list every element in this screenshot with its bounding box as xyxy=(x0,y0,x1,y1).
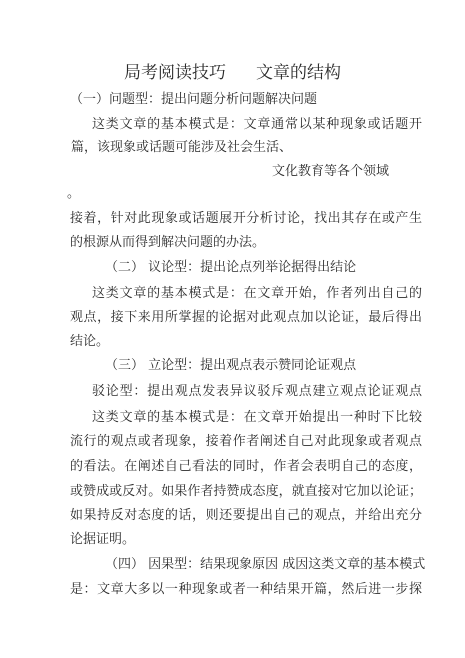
document-title xyxy=(0,62,465,84)
paragraph-line: 篇，该现象或话题可能涉及社会生活、 xyxy=(71,140,293,155)
section-1-heading: （一）问题型：提出问题分析问题解决问题 xyxy=(70,92,318,107)
paragraph-line: 是：文章大多以一种现象或者一种结果开篇，然后进一步探 xyxy=(70,582,422,597)
paragraph-line: 观点，接下来用所掌握的论据对此观点加以论证，最后得出 xyxy=(70,310,422,325)
paragraph-line: 文化教育等各个领域 xyxy=(272,164,390,179)
section-2-heading: （二） 议论型：提出论点列举论据得出结论 xyxy=(105,260,357,275)
paragraph-line: 接着，针对此现象或话题展开分析讨论，找出其存在或产生 xyxy=(70,211,422,226)
paragraph-line: 驳论型：提出观点发表异议驳斥观点建立观点论证观点 xyxy=(92,384,422,399)
section-4-heading: （四） 因果型：结果现象原因 成因这类文章的基本模式 xyxy=(105,557,426,572)
paragraph-line: 这类文章的基本模式是：在文章开始，作者列出自己的 xyxy=(92,286,422,301)
paragraph-line: 论据证明。 xyxy=(70,532,136,547)
paragraph-line: 这类文章的基本模式是：文章通常以某种现象或话题开 xyxy=(92,117,422,132)
paragraph-line: 的根源从而得到解决问题的办法。 xyxy=(70,235,266,250)
paragraph-line: 或赞成或反对。如果作者持赞成态度，就直接对它加以论证； xyxy=(70,484,422,499)
title-part-2: 文章的结构 xyxy=(256,63,341,83)
paragraph-line: 如果持反对态度的话，则还要提出自己的观点，并给出充分 xyxy=(70,508,422,523)
title-part-1: 局考阅读技巧 xyxy=(124,63,226,83)
paragraph-line: 的看法。在阐述自己看法的同时，作者会表明自己的态度， xyxy=(70,459,422,474)
paragraph-line: 结论。 xyxy=(70,334,110,349)
section-3-heading: （三） 立论型：提出观点表示赞同论证观点 xyxy=(105,358,357,373)
paragraph-line: 这类文章的基本模式是：在文章开始提出一种时下比较 xyxy=(92,410,422,425)
paragraph-line: 流行的观点或者现象，接着作者阐述自己对此现象或者观点 xyxy=(70,434,422,449)
paragraph-line: 。 xyxy=(67,186,81,201)
